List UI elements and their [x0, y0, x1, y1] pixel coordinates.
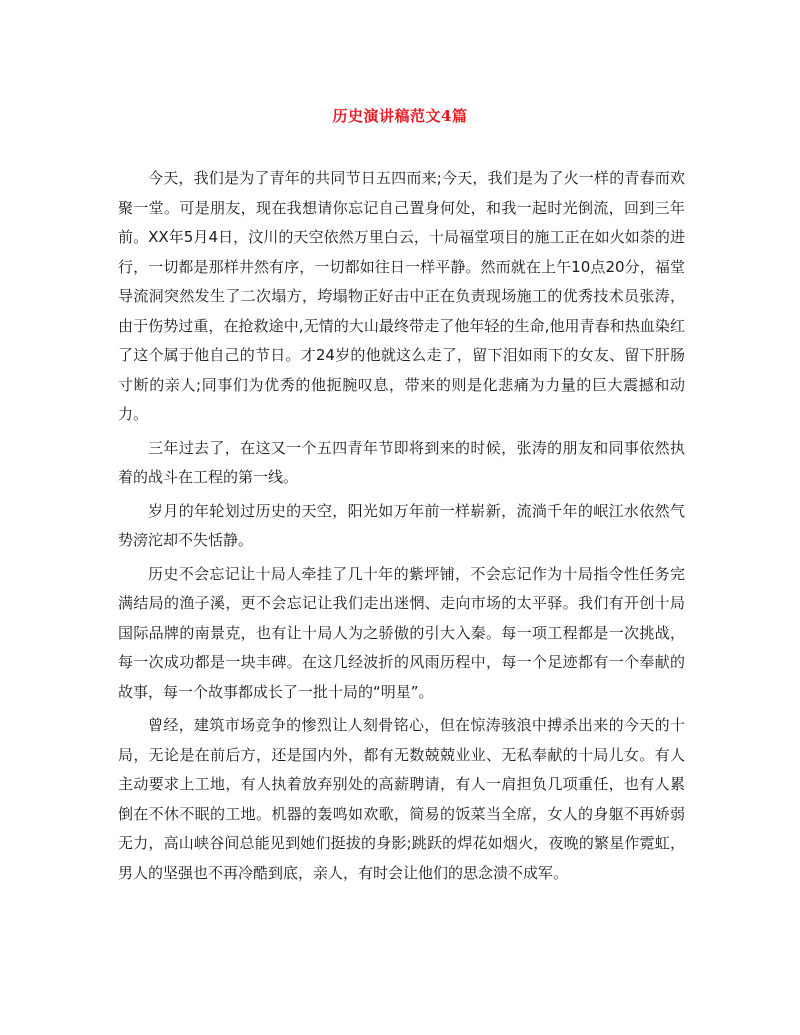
- document-title: 历史演讲稿范文4篇: [332, 107, 468, 125]
- paragraph-5: 曾经，建筑市场竞争的惨烈让人刻骨铭心，但在惊涛骇浪中搏杀出来的今天的十局，无论是在前后方，还是国内外，都有无数兢兢业业、无私奉献的十局儿女。有人主动要求上工地，有人执着放弃别处的高薪聘请，有人一肩担负几项重任，也有人累倒在不休不眠的工地。机器的轰鸣如欢歌，简易的饭菜当全席，女人的身躯不再娇弱无力，高山峡谷间总能见到她们挺拔的身影;跳跃的焊花如烟火，夜晚的繁星作霓虹，男人的坚强也不再冷酷到底，亲人，有时会让他们的思念溃不成军。: [118, 716, 685, 882]
- paragraph-4: 历史不会忘记让十局人牵挂了几十年的紫坪铺，不会忘记作为十局指令性任务完满结局的渔子溪，更不会忘记让我们走出迷惘、走向市场的太平驿。我们有开创十局国际品牌的南景克，也有让十局人为之骄傲的引大入秦。每一项工程都是一次挑战，每一次成功都是一块丰碑。在这几经波折的风雨历程中，每一个足迹都有一个奉献的故事，每一个故事都成长了一批十局的“明星”。: [118, 564, 685, 701]
- document-body: [118, 164, 685, 892]
- paragraph-1: 今天，我们是为了青年的共同节日五四而来;今天，我们是为了火一样的青春而欢聚一堂。可是朋友，现在我想请你忘记自己置身何处，和我一起时光倒流，回到三年前。XX年5月4日，汶川的天空依然万里白云，十局福堂项目的施工正在如火如荼的进行，一切都是那样井然有序，一切都如往日一样平静。然而就在上午10点20分，福堂导流洞突然发生了二次塌方，垮塌物正好击中正在负责现场施工的优秀技术员张涛，由于伤势过重，在抢救途中,无情的大山最终带走了他年轻的生命,他用青春和热血染红了这个属于他自己的节日。才24岁的他就这么走了，留下泪如雨下的女友、留下肝肠寸断的亲人;同事们为优秀的他扼腕叹息，带来的则是化悲痛为力量的巨大震撼和动力。: [118, 169, 685, 423]
- paragraph-2: 三年过去了，在这又一个五四青年节即将到来的时候，张涛的朋友和同事依然执着的战斗在工程的第一线。: [118, 438, 685, 486]
- paragraph-3: 岁月的年轮划过历史的天空，阳光如万年前一样崭新，流淌千年的岷江水依然气势滂沱却不失恬静。: [118, 501, 685, 549]
